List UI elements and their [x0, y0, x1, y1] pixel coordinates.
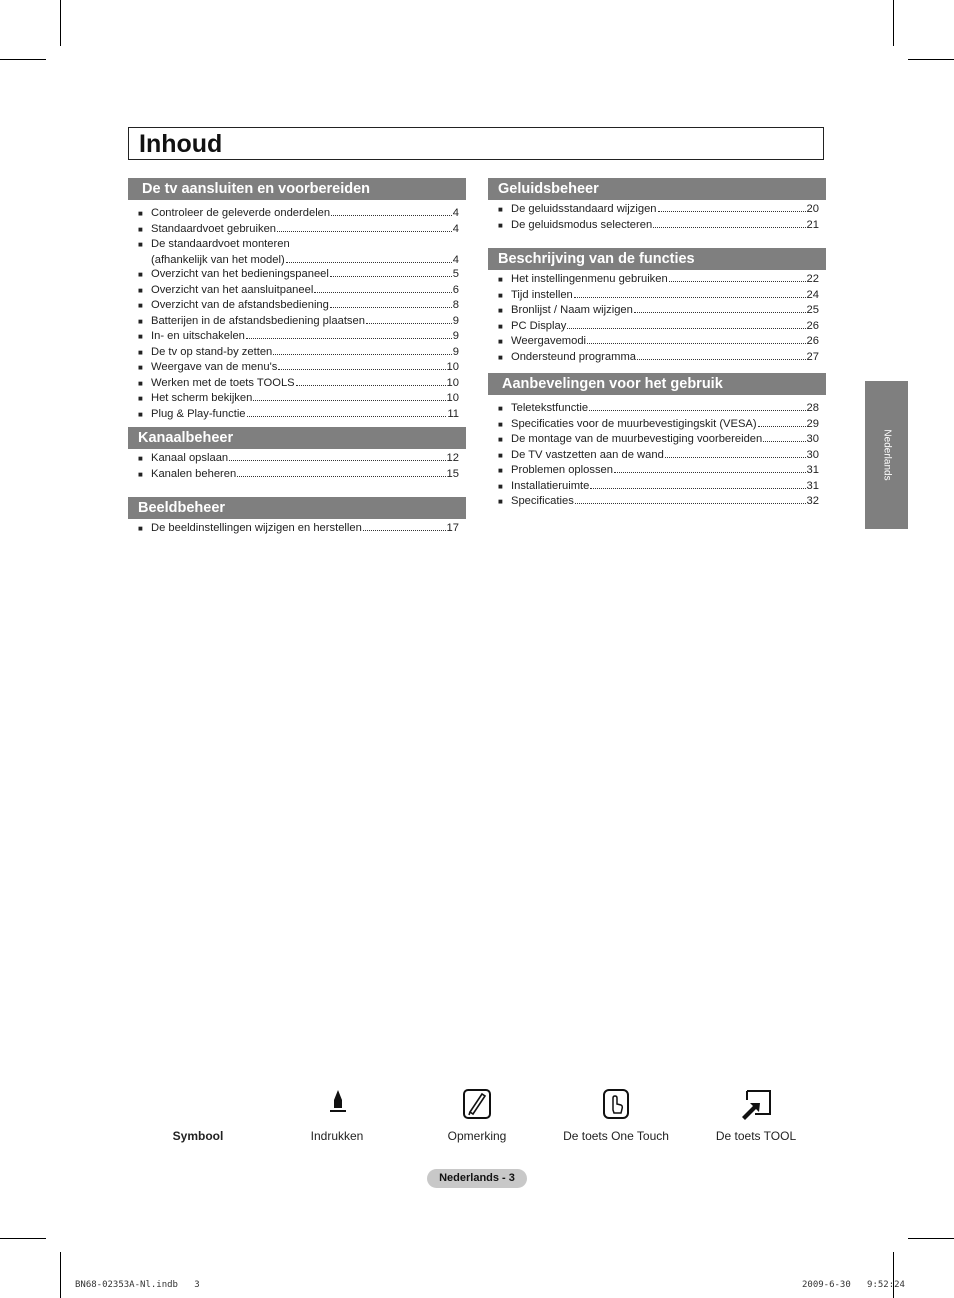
- toc-entry-page: 20: [806, 203, 819, 215]
- toc-entry-text: Weergavemodi: [511, 335, 587, 347]
- press-label: Indrukken: [310, 1129, 364, 1143]
- toc-entry-text: Specificaties: [511, 495, 574, 507]
- toc-entry-page: 30: [806, 448, 819, 461]
- crop-mark: [908, 1238, 954, 1239]
- toc-entry-text: Teletekstfunctie: [511, 402, 589, 414]
- dot-leader: [229, 460, 445, 461]
- toc-entry-page: 6: [452, 283, 459, 296]
- toc-section: [488, 178, 826, 233]
- dot-leader: [658, 211, 806, 212]
- toc-entry-page: 8: [452, 299, 459, 311]
- toc-section: [128, 178, 466, 422]
- toc-entry-text: Plug & Play-functie: [151, 407, 246, 420]
- toc-section: [488, 248, 826, 365]
- dot-leader: [763, 441, 805, 442]
- bullet-icon: ■: [138, 347, 143, 357]
- toc-entry-page: 4: [452, 222, 459, 235]
- dot-leader: [589, 410, 805, 411]
- section-heading: Aanbevelingen voor het gebruik: [488, 373, 826, 395]
- toc-entry-text: Standaardvoet gebruiken: [151, 222, 277, 235]
- dot-leader: [247, 416, 447, 417]
- toc-entry-page: 30: [806, 433, 819, 445]
- dot-leader: [273, 354, 452, 355]
- toc-entry: [138, 206, 466, 222]
- toc-entry-page: 15: [446, 467, 459, 480]
- print-file-info: BN68-02353A-Nl.indb 3: [75, 1280, 200, 1290]
- bullet-icon: ■: [498, 337, 503, 346]
- bullet-icon: ■: [138, 363, 143, 372]
- toc-entry-text: De standaardvoet monteren: [151, 238, 290, 250]
- toc-entry-text: Kanaal opslaan: [151, 452, 229, 464]
- toc-entry: [138, 237, 466, 253]
- tool-icon: [739, 1088, 773, 1127]
- toc-entry: [498, 334, 826, 350]
- bullet-icon: ■: [138, 469, 143, 479]
- bullet-icon: ■: [138, 224, 143, 234]
- toc-entry: [138, 391, 466, 407]
- toc-list: [128, 521, 466, 537]
- dot-leader: [758, 426, 806, 427]
- toc-entry-text: Problemen oplossen: [511, 464, 613, 476]
- toc-entry-text: (afhankelijk van het model): [151, 253, 285, 266]
- note-label: Opmerking: [447, 1129, 507, 1143]
- toc-entry: [138, 376, 466, 392]
- toc-entry-text: Overzicht van het bedieningspaneel: [151, 268, 329, 280]
- toc-entry-text: Kanalen beheren: [151, 467, 237, 480]
- toc-entry-page: 4: [452, 253, 459, 266]
- bullet-icon: ■: [498, 466, 503, 475]
- section-heading: De tv aansluiten en voorbereiden: [128, 178, 466, 200]
- toc-entry: [138, 314, 466, 330]
- page-number: Nederlands - 3: [427, 1169, 527, 1188]
- toc-entry-text: Batterijen in de afstandsbediening plaatsen: [151, 314, 365, 327]
- toc-entry-page: 9: [452, 330, 459, 342]
- toc-entry-text: Installatieruimte: [511, 479, 590, 492]
- toc-entry: [138, 329, 466, 345]
- dot-leader: [634, 312, 806, 313]
- toc-entry: [138, 298, 466, 314]
- dot-leader: [314, 292, 451, 293]
- toc-entry-text: De geluidsstandaard wijzigen: [511, 203, 657, 215]
- crop-mark: [0, 1238, 46, 1239]
- toc-entry-page: 10: [446, 361, 459, 373]
- toc-entry-text: Het scherm bekijken: [151, 392, 253, 404]
- dot-leader: [614, 472, 806, 473]
- bullet-icon: ■: [138, 332, 143, 341]
- bullet-icon: ■: [138, 285, 143, 295]
- toc-list: [128, 451, 466, 482]
- bullet-icon: ■: [138, 394, 143, 403]
- bullet-icon: ■: [498, 205, 503, 214]
- dot-leader: [669, 281, 806, 282]
- page-title: Inhoud: [139, 130, 223, 158]
- section-heading: Kanaalbeheer: [128, 427, 466, 449]
- toc-entry: [138, 451, 466, 467]
- toc-section: [128, 497, 466, 537]
- toc-entry-text: PC Display: [511, 319, 567, 332]
- toc-entry-page: 10: [446, 392, 459, 404]
- toc-entry: [138, 283, 466, 299]
- dot-leader: [574, 297, 806, 298]
- toc-entry: [498, 319, 826, 335]
- toc-entry-page: 12: [446, 452, 459, 464]
- bullet-icon: ■: [498, 306, 503, 315]
- toc-entry: [498, 218, 826, 234]
- dot-leader: [567, 328, 805, 329]
- toc-entry-page: 9: [452, 345, 459, 358]
- dot-leader: [363, 530, 446, 531]
- toc-entry: [138, 267, 466, 283]
- dot-leader: [637, 359, 806, 360]
- toc-entry-text: Controleer de geleverde onderdelen: [151, 207, 331, 219]
- toc-entry-page: 24: [806, 288, 819, 301]
- toc-entry-page: 21: [806, 218, 819, 231]
- toc-entry-page: 29: [806, 417, 819, 430]
- toc-entry: [498, 432, 826, 448]
- toc-entry-page: 17: [446, 522, 459, 534]
- toc-entry-page: 25: [806, 304, 819, 316]
- toc-entry-page: 27: [806, 350, 819, 363]
- toc-entry-text: Specificaties voor de muurbevestigingskit (VESA): [511, 417, 757, 430]
- title-box: [128, 127, 824, 160]
- bullet-icon: ■: [138, 316, 143, 326]
- dot-leader: [286, 262, 452, 263]
- dot-leader: [330, 276, 452, 277]
- language-side-tab: [865, 381, 908, 529]
- toc-entry-page: 10: [446, 376, 459, 389]
- toc-entry-page: 26: [806, 319, 819, 332]
- bullet-icon: ■: [138, 240, 143, 249]
- tool-label: De toets TOOL: [715, 1129, 797, 1143]
- bullet-icon: ■: [138, 270, 143, 279]
- dot-leader: [246, 338, 452, 339]
- toc-entry: [138, 345, 466, 361]
- toc-list: [488, 401, 826, 510]
- symbol-heading: Symbool: [172, 1129, 224, 1143]
- crop-mark: [893, 0, 894, 46]
- bullet-icon: ■: [498, 435, 503, 444]
- bullet-icon: ■: [498, 481, 503, 491]
- dot-leader: [575, 503, 806, 504]
- toc-list: [488, 272, 826, 365]
- one-touch-label: De toets One Touch: [563, 1129, 669, 1143]
- bullet-icon: ■: [498, 275, 503, 284]
- dot-leader: [237, 476, 445, 477]
- toc-entry: [138, 467, 466, 483]
- dot-leader: [587, 343, 806, 344]
- bullet-icon: ■: [498, 321, 503, 331]
- toc-entry-text: De TV vastzetten aan de wand: [511, 448, 664, 461]
- toc-entry: [138, 360, 466, 376]
- bullet-icon: ■: [138, 454, 143, 463]
- dot-leader: [278, 369, 445, 370]
- bullet-icon: ■: [498, 290, 503, 300]
- toc-entry-text: De geluidsmodus selecteren: [511, 218, 653, 231]
- section-heading: Beschrijving van de functies: [488, 248, 826, 270]
- bullet-icon: ■: [498, 220, 503, 230]
- toc-entry: [498, 350, 826, 366]
- toc-entry: [498, 479, 826, 495]
- side-tab-label: Nederlands: [881, 429, 892, 481]
- bullet-icon: ■: [138, 301, 143, 310]
- dot-leader: [665, 457, 806, 458]
- toc-entry-text: Ondersteund programma: [511, 350, 636, 363]
- toc-list: [488, 202, 826, 233]
- toc-entry-page: 22: [806, 273, 819, 285]
- toc-entry-text: In- en uitschakelen: [151, 330, 245, 342]
- dot-leader: [653, 227, 805, 228]
- toc-entry-page: 4: [452, 207, 459, 219]
- toc-section: [488, 373, 826, 510]
- dot-leader: [253, 400, 445, 401]
- toc-entry: [498, 401, 826, 417]
- bullet-icon: ■: [138, 524, 143, 533]
- bullet-icon: ■: [498, 352, 503, 362]
- bullet-icon: ■: [498, 450, 503, 460]
- toc-entry-page: 11: [447, 407, 459, 420]
- toc-list: [128, 206, 466, 422]
- toc-entry: [498, 272, 826, 288]
- toc-entry-page: 31: [806, 464, 819, 476]
- bullet-icon: ■: [498, 404, 503, 413]
- toc-entry-text: Tijd instellen: [511, 288, 573, 301]
- dot-leader: [331, 215, 452, 216]
- bullet-icon: ■: [138, 378, 143, 388]
- toc-entry-text: Werken met de toets TOOLS: [151, 376, 295, 389]
- bullet-icon: ■: [138, 409, 143, 419]
- crop-mark: [893, 1252, 894, 1298]
- toc-entry-page: 28: [806, 402, 819, 414]
- toc-entry: [138, 253, 466, 268]
- crop-mark: [60, 1252, 61, 1298]
- bullet-icon: ■: [498, 497, 503, 506]
- toc-entry-text: Overzicht van het aansluitpaneel: [151, 283, 314, 296]
- toc-entry: [498, 303, 826, 319]
- bullet-icon: ■: [498, 419, 503, 429]
- toc-entry: [498, 288, 826, 304]
- dot-leader: [366, 323, 452, 324]
- toc-entry: [138, 222, 466, 238]
- toc-entry-text: De montage van de muurbevestiging voorbereiden: [511, 433, 763, 445]
- toc-section: [128, 427, 466, 482]
- toc-entry-page: 26: [806, 335, 819, 347]
- toc-entry-text: De tv op stand-by zetten: [151, 345, 273, 358]
- toc-entry: [498, 494, 826, 510]
- section-heading: Beeldbeheer: [128, 497, 466, 519]
- crop-mark: [0, 59, 46, 60]
- print-datetime: 2009-6-30 9:52:24: [802, 1280, 905, 1290]
- toc-entry: [138, 407, 466, 423]
- toc-entry-page: 32: [806, 495, 819, 507]
- toc-entry-page: 31: [806, 479, 819, 492]
- toc-entry: [138, 521, 466, 537]
- dot-leader: [590, 488, 805, 489]
- toc-entry-page: 5: [452, 268, 459, 280]
- toc-entry-text: Bronlijst / Naam wijzigen: [511, 304, 633, 316]
- crop-mark: [60, 0, 61, 46]
- note-icon: [462, 1088, 492, 1125]
- toc-entry-text: De beeldinstellingen wijzigen en herstellen: [151, 522, 362, 534]
- toc-entry: [498, 448, 826, 464]
- toc-entry-text: Het instellingenmenu gebruiken: [511, 273, 668, 285]
- press-icon: [327, 1088, 349, 1123]
- toc-entry-page: 9: [452, 314, 459, 327]
- section-heading: Geluidsbeheer: [488, 178, 826, 200]
- toc-entry: [498, 202, 826, 218]
- toc-entry: [498, 417, 826, 433]
- bullet-icon: ■: [138, 209, 143, 218]
- toc-entry: [498, 463, 826, 479]
- dot-leader: [296, 385, 446, 386]
- one-touch-icon: [602, 1088, 630, 1125]
- crop-mark: [908, 59, 954, 60]
- dot-leader: [330, 307, 452, 308]
- dot-leader: [277, 231, 452, 232]
- toc-entry-text: Weergave van de menu's: [151, 361, 278, 373]
- toc-entry-text: Overzicht van de afstandsbediening: [151, 299, 329, 311]
